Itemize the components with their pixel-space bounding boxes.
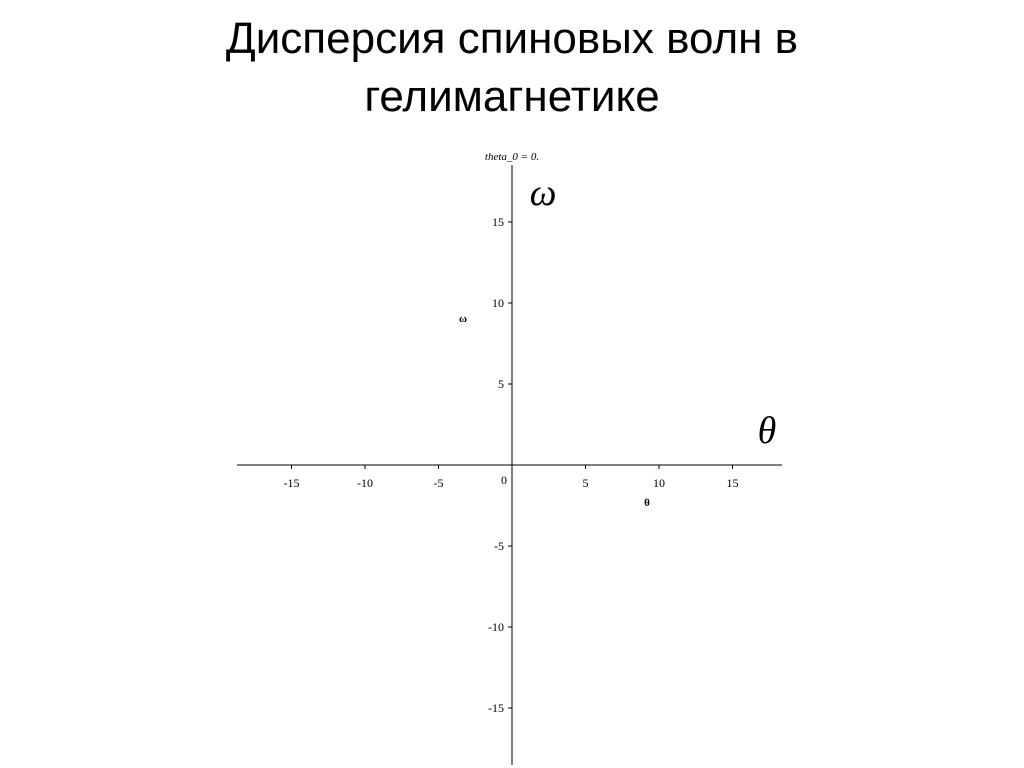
omega-annotation: ω (529, 172, 557, 214)
x-tick-label: 0 (501, 473, 507, 487)
slide-title-line-2: гелимагнетике (364, 72, 660, 121)
slide-title-line-1: Дисперсия спиновых волн в (225, 14, 799, 63)
y-tick-label: 15 (492, 215, 504, 229)
x-tick-label: -15 (283, 476, 300, 490)
x-tick-label: -10 (357, 476, 373, 490)
y-tick-label: -15 (488, 701, 504, 715)
x-tick-label: 5 (582, 476, 589, 490)
x-tick-label: -5 (433, 476, 444, 490)
y-tick-label: 5 (498, 377, 504, 391)
x-tick-label: 15 (726, 476, 739, 490)
y-tick-label: -5 (494, 539, 504, 553)
y-tick-label: 10 (492, 296, 504, 310)
theta-annotation: θ (757, 410, 777, 452)
x-tick-label: 10 (653, 476, 665, 490)
x-axis-label: θ (644, 497, 650, 509)
y-axis-label: ω (458, 313, 468, 325)
chart-subtitle: theta_0 = 0. (484, 151, 540, 163)
y-tick-label: -10 (488, 620, 504, 634)
x-tick-group (284, 465, 739, 490)
